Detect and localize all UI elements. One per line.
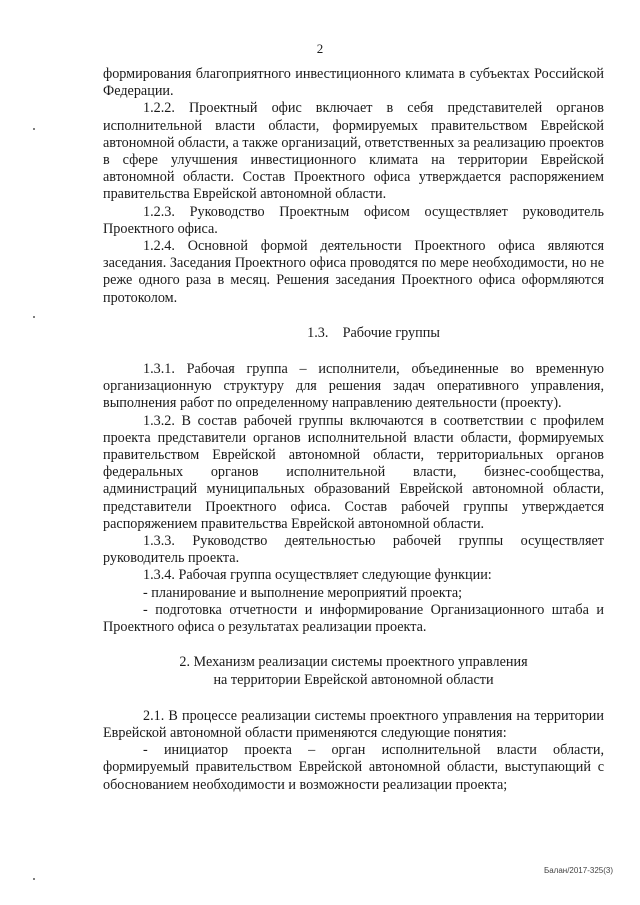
paragraph-1-3-2: 1.3.2. В состав рабочей группы включаются в соответствии с профилем проекта представители органов исполнительной власти области, формируемых правительством Еврейской автономной области, территориальных органов федеральных органов исполнительной власти, бизнес-сообщества, администраций муниципальных образований Еврейской автономной области, представители Проектного офиса. Состав рабочей группы утверждается распоряжением правительства Еврейской автономной области. bbox=[103, 412, 604, 532]
footer-document-code: Балан/2017-325(3) bbox=[543, 865, 613, 875]
section-heading-1-3: 1.3. Рабочие группы bbox=[307, 324, 440, 341]
paragraph-continuation: формирования благоприятного инвестиционного климата в субъектах Российской Федерации. bbox=[103, 66, 604, 100]
document-body bbox=[103, 66, 604, 794]
paragraph-1-2-3: 1.2.3. Руководство Проектным офисом осуществляет руководитель Проектного офиса. bbox=[103, 203, 604, 237]
paragraph-1-3-3: 1.3.3. Руководство деятельностью рабочей группы осуществляет руководитель проекта. bbox=[103, 533, 604, 567]
scan-speck bbox=[33, 316, 35, 318]
paragraph-2-1: 2.1. В процессе реализации системы проектного управления на территории Еврейской автономной области применяются следующие понятия: bbox=[103, 707, 604, 741]
paragraph-1-3-4: 1.3.4. Рабочая группа осуществляет следующие функции: bbox=[143, 567, 492, 584]
list-item-project-initiator: - инициатор проекта – орган исполнительной власти области, формируемый правительством Еврейской автономной области, выступающий с обоснованием необходимости и возможности реализации проекта; bbox=[103, 742, 604, 793]
paragraph-1-3-1: 1.3.1. Рабочая группа – исполнители, объединенные во временную организационную структуру для решения задач оперативного управления, выполнения работ по определенному направлению деятельности (проекту). bbox=[103, 361, 604, 412]
section-heading-2-line-2: на территории Еврейской автономной области bbox=[213, 671, 494, 688]
section-heading-2-line-1: 2. Механизм реализации системы проектного управления bbox=[179, 654, 528, 671]
list-item-planning: - планирование и выполнение мероприятий проекта; bbox=[143, 584, 463, 601]
paragraph-1-2-4: 1.2.4. Основной формой деятельности Проектного офиса являются заседания. Заседания Проектного офиса проводятся по мере необходимости, но не реже одного раза в месяц. Решения заседания Проектного офиса оформляются протоколом. bbox=[103, 238, 604, 306]
list-item-reporting: - подготовка отчетности и информирование Организационного штаба и Проектного офиса о результатах реализации проекта. bbox=[103, 601, 604, 636]
paragraph-1-2-2: 1.2.2. Проектный офис включает в себя представителей органов исполнительной власти области, формируемых правительством Еврейской автономной области, а также организаций, ответственных за реализацию проектов в сфере улучшения инвестиционного климата на территории Еврейской автономной области. Состав Проектного офиса утверждается распоряжением правительства Еврейской автономной области. bbox=[103, 100, 604, 203]
scan-speck bbox=[33, 878, 35, 880]
scan-speck bbox=[33, 128, 35, 130]
page-number: 2 bbox=[316, 41, 324, 56]
